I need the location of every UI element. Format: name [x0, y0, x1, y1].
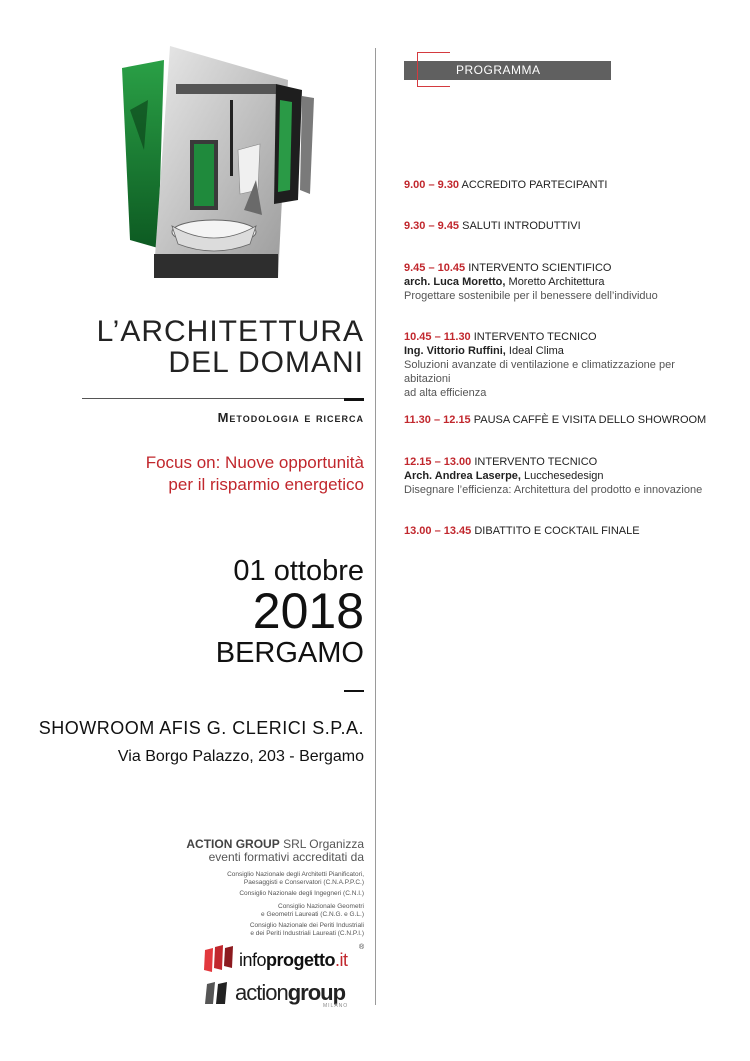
actiongroup-logo [205, 978, 370, 1008]
actiongroup-mark-icon [205, 980, 233, 1006]
program-item [404, 330, 724, 400]
council-line: Consiglio Nazionale dei Periti Industriali [249, 922, 364, 929]
program-item [404, 524, 724, 538]
program-speaker: Arch. Andrea Laserpe, [404, 470, 521, 482]
program-org: Lucchesedesign [520, 470, 604, 482]
program-time: 12.15 – 13.00 [404, 456, 472, 468]
hero-collage-image [118, 40, 318, 280]
council-line: e Geometri Laureati (C.N.G. e G.L.) [261, 910, 364, 918]
center-divider [375, 48, 376, 1005]
council-line: e dei Periti Industriali Laureati (C.N.P.I.) [250, 929, 364, 937]
organizer-text [186, 838, 364, 864]
program-time: 11.30 – 12.15 [404, 414, 471, 426]
organizer-line1: SRL Organizza [279, 837, 364, 851]
program-title: INTERVENTO TECNICO [473, 331, 597, 343]
program-desc: Progettare sostenibile per il benessere dell’individuo [404, 290, 658, 302]
city-dash [344, 690, 364, 692]
program-speaker: arch. Luca Moretto, [404, 276, 506, 288]
logo-tld: .it [335, 950, 348, 970]
event-date: 01 ottobre [233, 555, 364, 587]
registered-mark: ® [359, 944, 365, 951]
focus-text [146, 452, 364, 496]
title-rule [82, 398, 364, 399]
organizer-name: ACTION GROUP [186, 837, 280, 851]
program-desc: ad alta efficienza [404, 387, 487, 399]
program-title: DIBATTITO E COCKTAIL FINALE [474, 525, 640, 537]
program-item [404, 219, 724, 233]
program-item [404, 455, 724, 497]
event-title-line2: DEL DOMANI [168, 346, 364, 379]
council-line: Consiglio Nazionale degli Ingegneri (C.N.I.) [239, 890, 364, 897]
program-desc: Disegnare l’efficienza: Architettura del prodotto e innovazione [404, 484, 703, 496]
title-dash [344, 398, 364, 401]
program-title: INTERVENTO SCIENTIFICO [468, 262, 612, 274]
program-item [404, 178, 724, 192]
program-title: ACCREDITO PARTECIPANTI [461, 179, 608, 191]
logo-action: action [235, 980, 288, 1005]
program-title: INTERVENTO TECNICO [474, 456, 598, 468]
focus-line2: per il risparmio energetico [168, 475, 364, 494]
program-time: 9.00 – 9.30 [404, 179, 460, 191]
program-time: 10.45 – 11.30 [404, 331, 471, 343]
event-year: 2018 [252, 583, 364, 639]
programma-frame [417, 52, 450, 87]
infoprogetto-mark-icon [203, 944, 237, 974]
program-title: PAUSA CAFFÈ E VISITA DELLO SHOWROOM [473, 414, 707, 426]
program-item [404, 413, 724, 427]
logo-info: info [239, 950, 267, 970]
event-subtitle: Metodologia e ricerca [217, 410, 364, 425]
logo-progetto: progetto [266, 950, 336, 970]
event-title [97, 316, 364, 378]
program-org: Ideal Clima [505, 345, 564, 357]
focus-line1: Focus on: Nuove opportunità [145, 453, 364, 472]
program-time: 9.30 – 9.45 [404, 220, 460, 232]
infoprogetto-logo [203, 944, 368, 974]
council-line: Paesaggisti e Conservatori (C.N.A.P.P.C.) [243, 878, 364, 886]
council-cnpi [250, 922, 364, 937]
council-line: Consiglio Nazionale degli Architetti Pianificatori, [227, 871, 364, 878]
program-org: Moretto Architettura [505, 276, 605, 288]
program-item [404, 261, 724, 303]
program-desc: Soluzioni avanzate di ventilazione e climatizzazione per abitazioni [404, 359, 675, 385]
council-cnappc [227, 871, 364, 886]
program-title: SALUTI INTRODUTTIVI [462, 220, 581, 232]
event-title-line1: L’ARCHITETTURA [96, 315, 364, 348]
venue-address: Via Borgo Palazzo, 203 - Bergamo [117, 748, 364, 765]
program-time: 13.00 – 13.45 [404, 525, 472, 537]
council-line: Consiglio Nazionale Geometri [278, 903, 364, 910]
program-time: 9.45 – 10.45 [404, 262, 466, 274]
event-city: BERGAMO [215, 637, 364, 669]
council-cng [261, 903, 364, 918]
council-cni [239, 890, 364, 898]
logo-sub: MILANO [323, 1003, 349, 1009]
logo-group: group [287, 980, 346, 1005]
program-speaker: Ing. Vittorio Ruffini, [404, 345, 506, 357]
programma-label: PROGRAMMA [456, 63, 541, 77]
venue-name: SHOWROOM AFIS G. CLERICI S.P.A. [38, 718, 364, 738]
organizer-line2: eventi formativi accreditati da [208, 850, 364, 864]
